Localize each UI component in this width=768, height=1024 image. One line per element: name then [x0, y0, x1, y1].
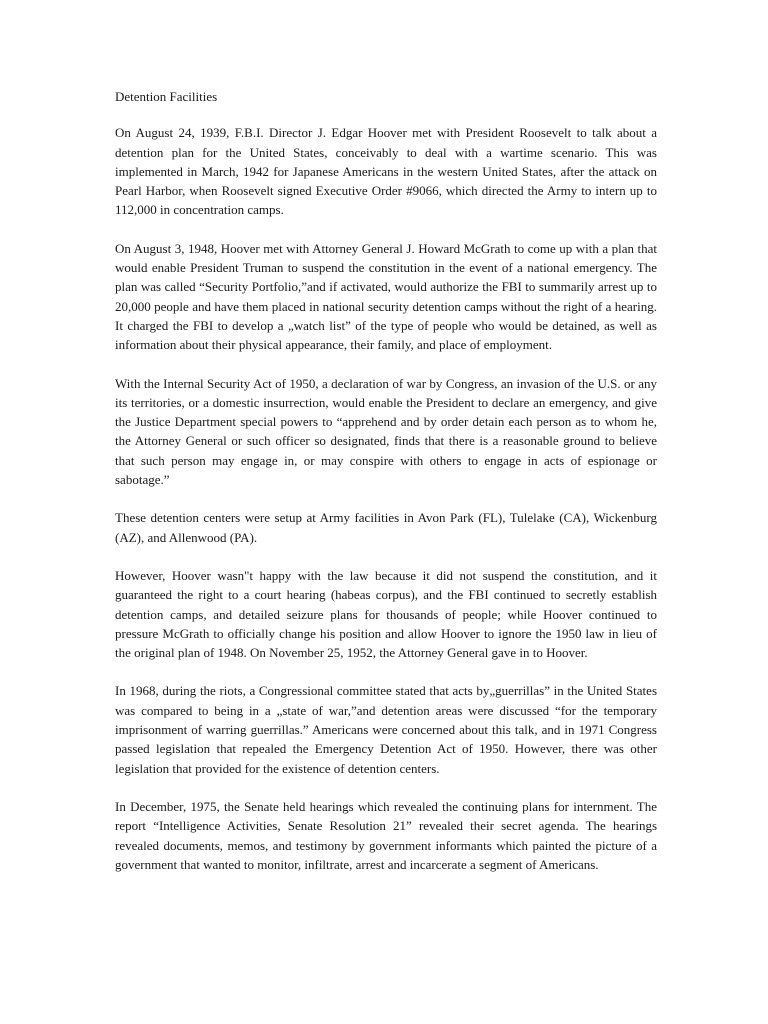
paragraph-3: With the Internal Security Act of 1950, a declaration of war by Congress, an invasion of the U.S. or any its territories, or a domestic insurrection, would enable the President to declare an emergency, and give the Justice Department special powers to “apprehend and by order detain each person as to whom he, the Attorney General or such officer so designated, finds that there is a reasonable ground to believe that such person may engage in, or may conspire with others to engage in acts of espionage or sabotage.” — [115, 375, 657, 488]
paragraph-6: In 1968, during the riots, a Congressional committee stated that acts by„guerrillas” in the United States was compared to being in a „state of war,”and detention areas were discussed “for the temporary imprisonment of warring guerrillas.” Americans were concerned about this talk, and in 1971 Congress passed legislation that repealed the Emergency Detention Act of 1950. However, there was other legislation that provided for the existence of detention centers. — [115, 683, 657, 776]
paragraph-5: However, Hoover wasn"t happy with the law because it did not suspend the constitution, and it guaranteed the right to a court hearing (habeas corpus), and the FBI continued to secretly establish detention camps, and detailed seizure plans for thousands of people; while Hoover continued to pressure McGrath to officially change his position and allow Hoover to ignore the 1950 law in lieu of the original plan of 1948. On November 25, 1952, the Attorney General gave in to Hoover. — [115, 567, 657, 661]
document-page — [115, 87, 657, 893]
document-title: Detention Facilities — [115, 89, 218, 104]
paragraph-4: These detention centers were setup at Army facilities in Avon Park (FL), Tulelake (CA), Wickenburg (AZ), and Allenwood (PA). — [115, 510, 657, 545]
paragraph-1: On August 24, 1939, F.B.I. Director J. Edgar Hoover met with President Roosevelt to talk about a detention plan for the United States, conceivably to deal with a wartime scenario. This was implemented in March, 1942 for Japanese Americans in the western United States, after the attack on Pearl Harbor, when Roosevelt signed Executive Order #9066, which directed the Army to intern up to 112,000 in concentration camps. — [115, 125, 657, 218]
paragraph-7: In December, 1975, the Senate held hearings which revealed the continuing plans for internment. The report “Intelligence Activities, Senate Resolution 21” revealed their secret agenda. The hearings revealed documents, memos, and testimony by government informants which painted the picture of a government that wanted to monitor, infiltrate, arrest and incarcerate a segment of Americans. — [115, 798, 657, 872]
paragraph-2: On August 3, 1948, Hoover met with Attorney General J. Howard McGrath to come up with a plan that would enable President Truman to suspend the constitution in the event of a national emergency. The plan was called “Security Portfolio,”and if activated, would authorize the FBI to summarily arrest up to 20,000 people and have them placed in national security detention camps without the right of a hearing. It charged the FBI to develop a „watch list” of the type of people who would be detained, as well as information about their physical appearance, their family, and place of employment. — [115, 240, 657, 353]
